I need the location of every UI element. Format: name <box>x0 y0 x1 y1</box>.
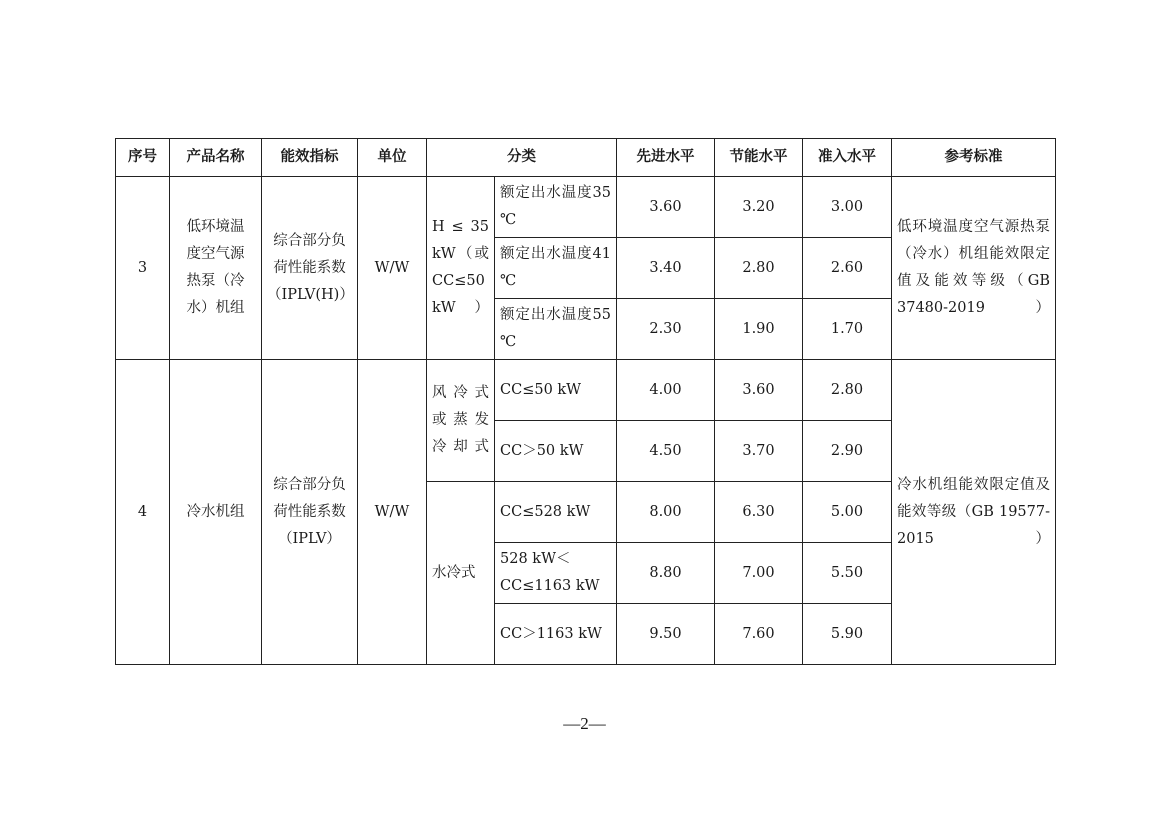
cell-saving: 2.80 <box>715 238 803 299</box>
cell-access: 2.90 <box>803 421 892 482</box>
cell-reference: 冷水机组能效限定值及能效等级（GB 19577-2015） <box>892 360 1056 665</box>
header-product: 产品名称 <box>170 139 262 177</box>
cell-product: 冷水机组 <box>170 360 262 665</box>
header-category: 分类 <box>427 139 617 177</box>
cell-advanced: 3.40 <box>617 238 715 299</box>
header-indicator: 能效指标 <box>262 139 358 177</box>
cell-subcategory: CC＞1163 kW <box>495 604 617 665</box>
cell-advanced: 2.30 <box>617 299 715 360</box>
header-unit: 单位 <box>358 139 427 177</box>
cell-access: 5.50 <box>803 543 892 604</box>
cell-access: 5.00 <box>803 482 892 543</box>
cell-access: 3.00 <box>803 177 892 238</box>
cell-subcategory: CC≤50 kW <box>495 360 617 421</box>
cell-reference: 低环境温度空气源热泵（冷水）机组能效限定值及能效等级（GB 37480-2019 ） <box>892 177 1056 360</box>
table-row <box>116 360 1056 421</box>
cell-product: 低环境温度空气源热泵（冷水）机组 <box>170 177 262 360</box>
cell-unit: W/W <box>358 177 427 360</box>
cell-saving: 3.60 <box>715 360 803 421</box>
header-row <box>116 139 1056 177</box>
page-number: —2— <box>563 714 606 733</box>
cell-category: 风冷式或蒸发冷却式 <box>427 360 495 482</box>
cell-subcategory: 额定出水温度35 ℃ <box>495 177 617 238</box>
cell-category: 水冷式 <box>427 482 495 665</box>
cell-access: 5.90 <box>803 604 892 665</box>
cell-advanced: 9.50 <box>617 604 715 665</box>
cell-advanced: 4.00 <box>617 360 715 421</box>
cell-subcategory: CC＞50 kW <box>495 421 617 482</box>
header-reference: 参考标准 <box>892 139 1056 177</box>
cell-advanced: 3.60 <box>617 177 715 238</box>
header-saving: 节能水平 <box>715 139 803 177</box>
cell-advanced: 8.00 <box>617 482 715 543</box>
cell-saving: 3.70 <box>715 421 803 482</box>
cell-unit: W/W <box>358 360 427 665</box>
cell-access: 2.60 <box>803 238 892 299</box>
header-access: 准入水平 <box>803 139 892 177</box>
efficiency-standards-table <box>115 138 1056 665</box>
cell-access: 2.80 <box>803 360 892 421</box>
cell-subcategory: 528 kW＜CC≤1163 kW <box>495 543 617 604</box>
cell-saving: 3.20 <box>715 177 803 238</box>
cell-indicator: 综合部分负荷性能系数（IPLV(H)） <box>262 177 358 360</box>
cell-subcategory: CC≤528 kW <box>495 482 617 543</box>
cell-subcategory: 额定出水温度41 ℃ <box>495 238 617 299</box>
cell-no: 4 <box>116 360 170 665</box>
table-row <box>116 177 1056 238</box>
cell-saving: 1.90 <box>715 299 803 360</box>
cell-advanced: 4.50 <box>617 421 715 482</box>
cell-no: 3 <box>116 177 170 360</box>
cell-indicator: 综合部分负荷性能系数（IPLV） <box>262 360 358 665</box>
cell-subcategory: 额定出水温度55 ℃ <box>495 299 617 360</box>
cell-saving: 7.60 <box>715 604 803 665</box>
cell-saving: 7.00 <box>715 543 803 604</box>
header-no: 序号 <box>116 139 170 177</box>
cell-category: H ≤ 35 kW（或CC≤50 kW） <box>427 177 495 360</box>
header-advanced: 先进水平 <box>617 139 715 177</box>
cell-saving: 6.30 <box>715 482 803 543</box>
cell-advanced: 8.80 <box>617 543 715 604</box>
cell-access: 1.70 <box>803 299 892 360</box>
